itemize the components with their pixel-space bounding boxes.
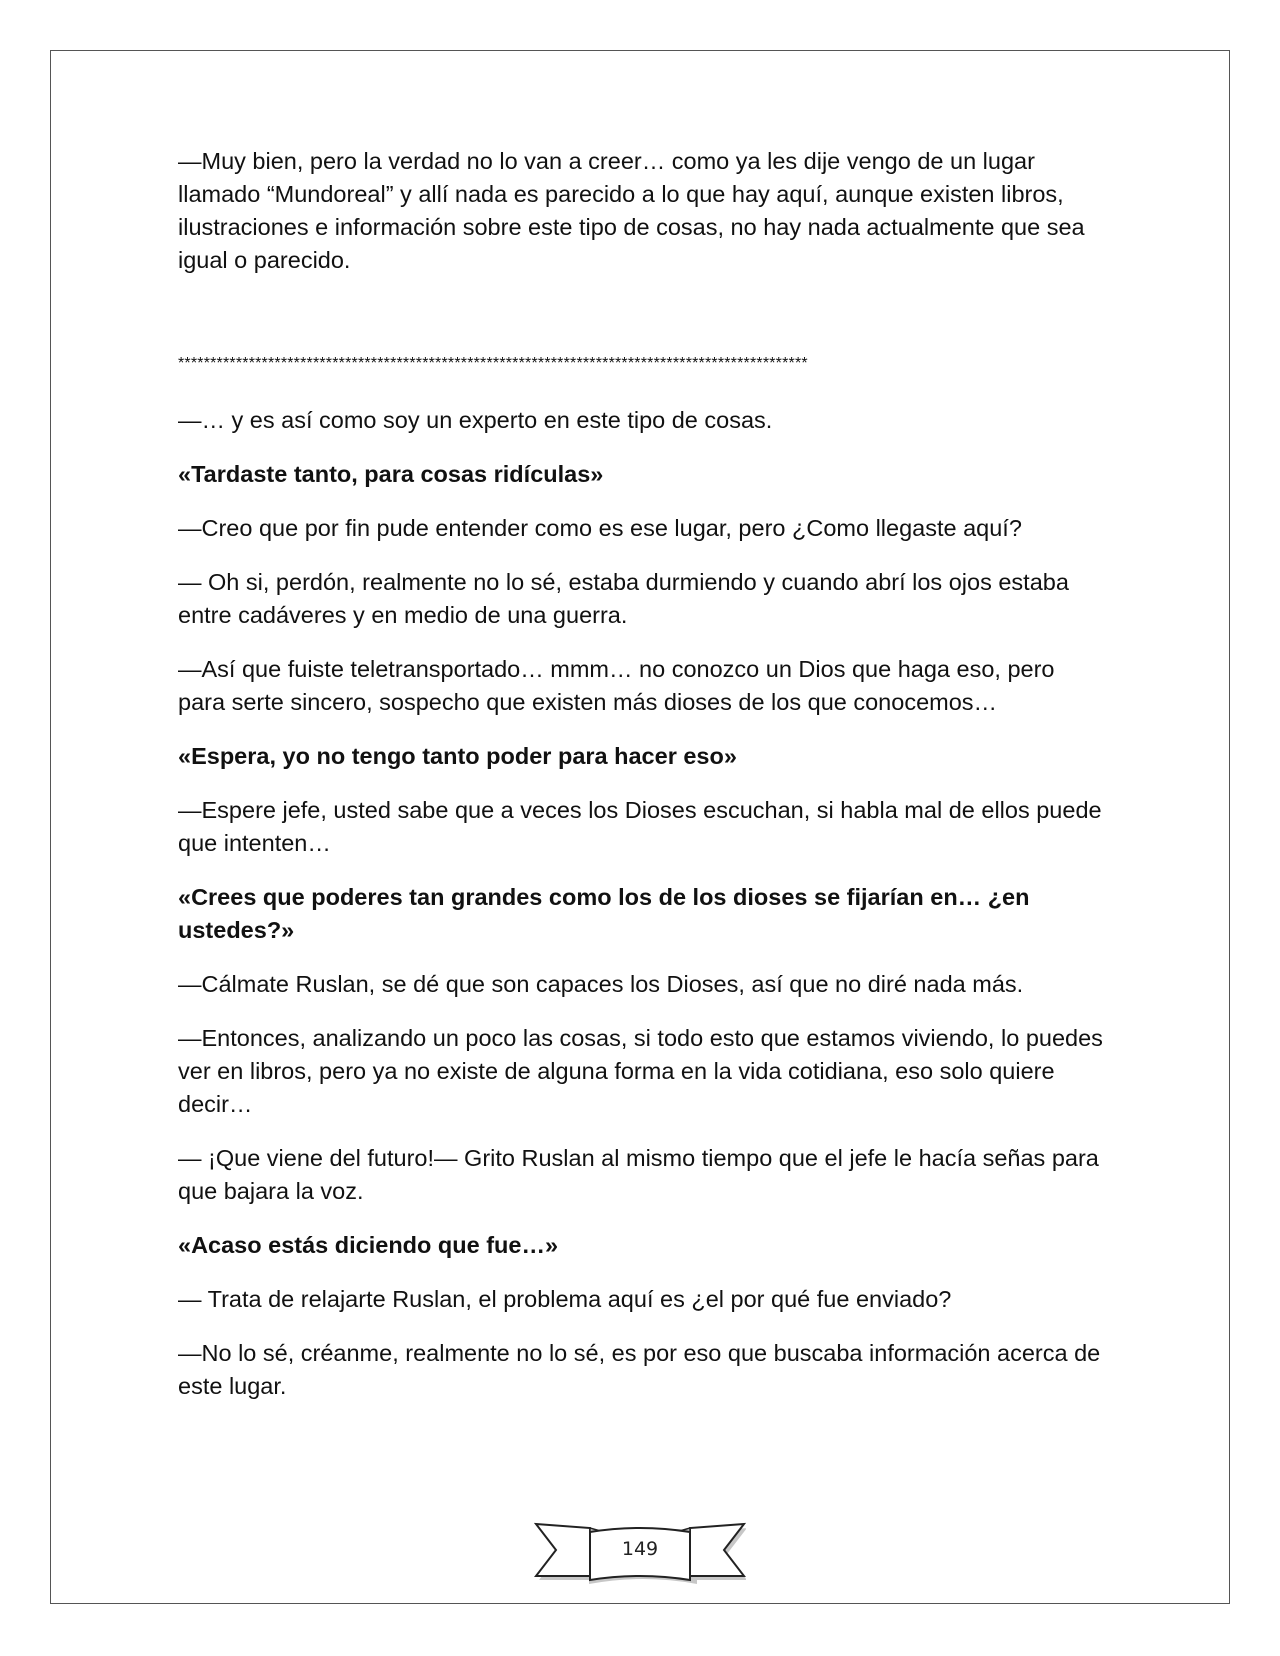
paragraph-1: —… y es así como soy un experto en este tipo de cosas. [178, 407, 773, 433]
paragraph-7: —Espere jefe, usted sabe que a veces los Dioses escuchan, si habla mal de ellos puede que intenten… [178, 797, 1102, 856]
paragraph-13: — Trata de relajarte Ruslan, el problema aquí es ¿el por qué fue enviado? [178, 1286, 952, 1312]
page-content [178, 145, 1108, 1424]
page-number: 149 [621, 1538, 659, 1560]
section-separator: ************************************************************************************************** [178, 355, 808, 372]
paragraph-14: —No lo sé, créanme, realmente no lo sé, es por eso que buscaba información acerca de este lugar. [178, 1340, 1101, 1399]
paragraph-10: —Entonces, analizando un poco las cosas, si todo esto que estamos viviendo, lo puedes ver en libros, pero ya no existe de alguna forma en la vida cotidiana, eso solo quiere decir… [178, 1025, 1103, 1117]
paragraph-8: «Crees que poderes tan grandes como los de los dioses se fijarían en… ¿en ustedes?» [178, 884, 1030, 943]
paragraph-intro: —Muy bien, pero la verdad no lo van a creer… como ya les dije vengo de un lugar llamado “Mundoreal” y allí nada es parecido a lo que hay aquí, aunque existen libros, ilustraciones e información sobre este tipo de cosas, no hay nada actualmente que sea igual o parecido. [178, 148, 1085, 273]
paragraph-3: —Creo que por fin pude entender como es ese lugar, pero ¿Como llegaste aquí? [178, 515, 1022, 541]
paragraph-11: — ¡Que viene del futuro!— Grito Ruslan al mismo tiempo que el jefe le hacía señas para que bajara la voz. [178, 1145, 1099, 1204]
page-number-banner [534, 1518, 746, 1590]
paragraph-5: —Así que fuiste teletransportado… mmm… no conozco un Dios que haga eso, pero para serte sincero, sospecho que existen más dioses de los que conocemos… [178, 656, 1055, 715]
paragraph-9: —Cálmate Ruslan, se dé que son capaces los Dioses, así que no diré nada más. [178, 971, 1024, 997]
paragraph-2: «Tardaste tanto, para cosas ridículas» [178, 461, 604, 487]
paragraph-6: «Espera, yo no tengo tanto poder para hacer eso» [178, 743, 737, 769]
paragraph-12: «Acaso estás diciendo que fue…» [178, 1232, 559, 1258]
paragraph-4: — Oh si, perdón, realmente no lo sé, estaba durmiendo y cuando abrí los ojos estaba entre cadáveres y en medio de una guerra. [178, 569, 1069, 628]
